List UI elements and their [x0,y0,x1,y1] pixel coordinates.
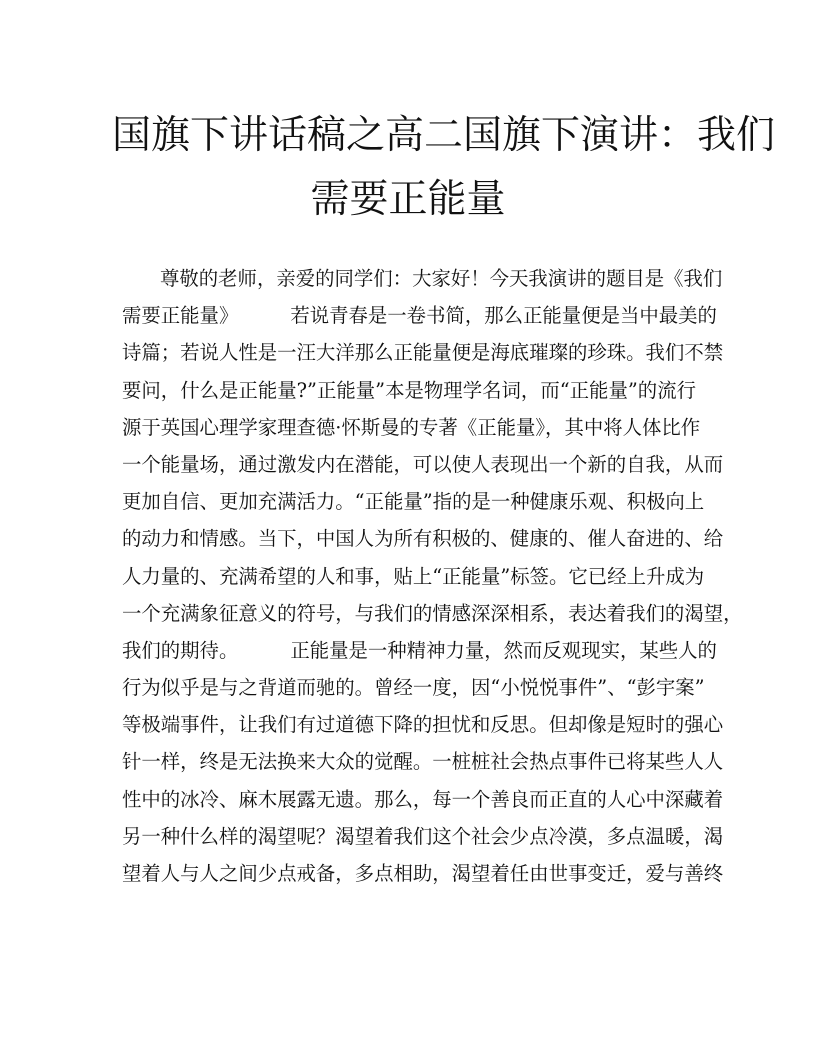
body-line: 人力量的、充满希望的人和事，贴上“正能量”标签。它已经上升成为 [122,564,705,588]
body-line: 等极端事件，让我们有过道德下降的担忧和反思。但却像是短时的强心 [122,713,724,737]
body-line: 诗篇；若说人性是一汪大洋那么正能量便是海底璀璨的珍珠。我们不禁 [122,341,724,365]
body-line: 的动力和情感。当下，中国人为所有积极的、健康的、催人奋进的、给 [122,527,724,551]
title-line-1: 国旗下讲话稿之高二国旗下演讲：我们 [112,113,776,158]
speech-body [122,260,743,892]
body-line: 一个充满象征意义的符号，与我们的情感深深相系，表达着我们的渴望， [122,601,743,625]
body-line-segment: 正能量是一种精神力量，然而反观现实，某些人的 [290,638,717,662]
body-line-segment: 需要正能量》 [122,304,239,328]
body-line: 一个能量场，通过激发内在潜能，可以使人表现出一个新的自我，从而 [122,452,724,476]
body-line: 行为似乎是与之背道而驰的。曾经一度，因“小悦悦事件”、“彭宇案” [122,676,705,700]
body-line: 望着人与人之间少点戒备，多点相助，渴望着任由世事变迁，爱与善终 [122,862,724,885]
body-line: 要问，什么是正能量?”正能量”本是物理学名词，而“正能量”的流行 [122,378,696,402]
body-line [122,632,717,669]
body-line-segment: 若说青春是一卷书简，那么正能量便是当中最美的 [290,304,717,328]
title-line-2: 需要正能量 [310,177,506,222]
body-line: 性中的冰冷、麻木展露无遗。那么，每一个善良而正直的人心中深藏着 [122,787,724,811]
body-line: 更加自信、更加充满活力。“正能量”指的是一种健康乐观、积极向上 [122,490,705,514]
body-line: 源于英国心理学家理查德·怀斯曼的专著《正能量》，其中将人体比作 [122,415,701,439]
body-line: 针一样，终是无法换来大众的觉醒。一桩桩社会热点事件已将某些人人 [122,750,724,774]
body-line: 另一种什么样的渴望呢？渴望着我们这个社会少点冷漠，多点温暖，渴 [122,824,724,848]
body-line: 尊敬的老师，亲爱的同学们：大家好！今天我演讲的题目是《我们 [160,267,723,290]
body-line [122,297,717,334]
page-title [112,104,776,232]
body-line-segment: 我们的期待。 [122,638,239,662]
